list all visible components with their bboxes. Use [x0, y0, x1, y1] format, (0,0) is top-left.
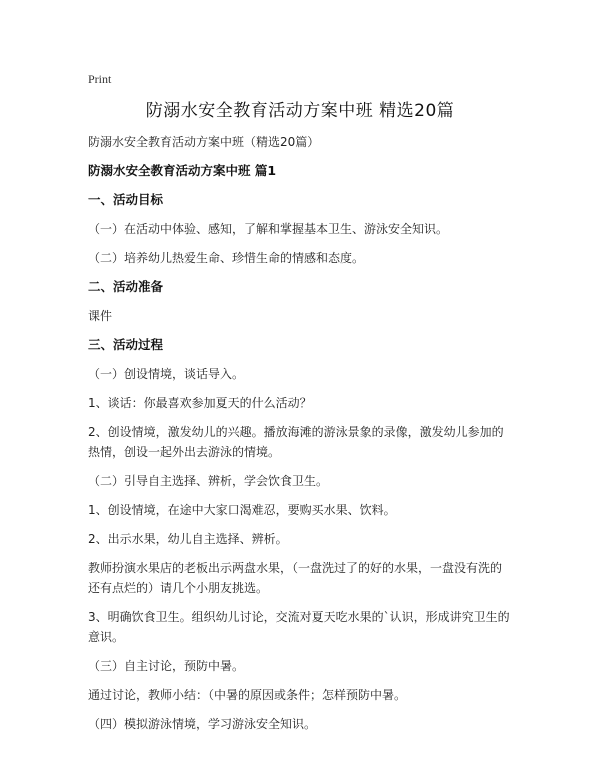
heading-preparation: 二、活动准备: [88, 279, 164, 294]
paragraph: （二）引导自主选择、辨析，学会饮食卫生。: [88, 474, 329, 488]
print-link[interactable]: Print: [88, 72, 112, 86]
paragraph: （一）创设情境，谈话导入。: [88, 367, 245, 381]
heading-process: 三、活动过程: [88, 337, 164, 352]
paragraph: 3、明确饮食卫生。组织幼儿讨论，交流对夏天吃水果的`认识，形成讲究卫生的意识。: [88, 610, 510, 644]
paragraph: 2、创设情境，激发幼儿的兴趣。播放海滩的游泳景象的录像，激发幼儿参加的热情，创设一起外出去游泳的情境。: [88, 425, 504, 459]
paragraph: 通过讨论，教师小结：（中暑的原因或条件；怎样预防中暑。: [88, 688, 407, 702]
paragraph: 1、谈话：你最喜欢参加夏天的什么活动？: [88, 396, 312, 410]
page-title: 防溺水安全教育活动方案中班 精选20篇: [145, 101, 455, 121]
goal-item-2: （二）培养幼儿热爱生命、珍惜生命的情感和态度。: [88, 251, 365, 265]
subtitle: 防溺水安全教育活动方案中班（精选20篇）: [88, 135, 320, 149]
heading-goals: 一、活动目标: [88, 192, 164, 207]
paragraph: （三）自主讨论，预防中暑。: [88, 659, 245, 673]
document-body: [88, 132, 512, 743]
paragraph: （四）模拟游泳情境，学习游泳安全知识。: [88, 717, 317, 731]
paragraph: 教师扮演水果店的老板出示两盘水果，（一盘洗过了的好的水果，一盘没有洗的还有点烂的）请几个小朋友挑选。: [88, 561, 503, 595]
paragraph: 2、出示水果，幼儿自主选择、辨析。: [88, 532, 288, 546]
section-title: 防溺水安全教育活动方案中班 篇1: [88, 163, 277, 178]
paragraph: 1、创设情境，在途中大家口渴难忍，要购买水果、饮料。: [88, 503, 396, 517]
preparation-text: 课件: [88, 309, 113, 323]
goal-item-1: （一）在活动中体验、感知，了解和掌握基本卫生、游泳安全知识。: [88, 222, 449, 236]
